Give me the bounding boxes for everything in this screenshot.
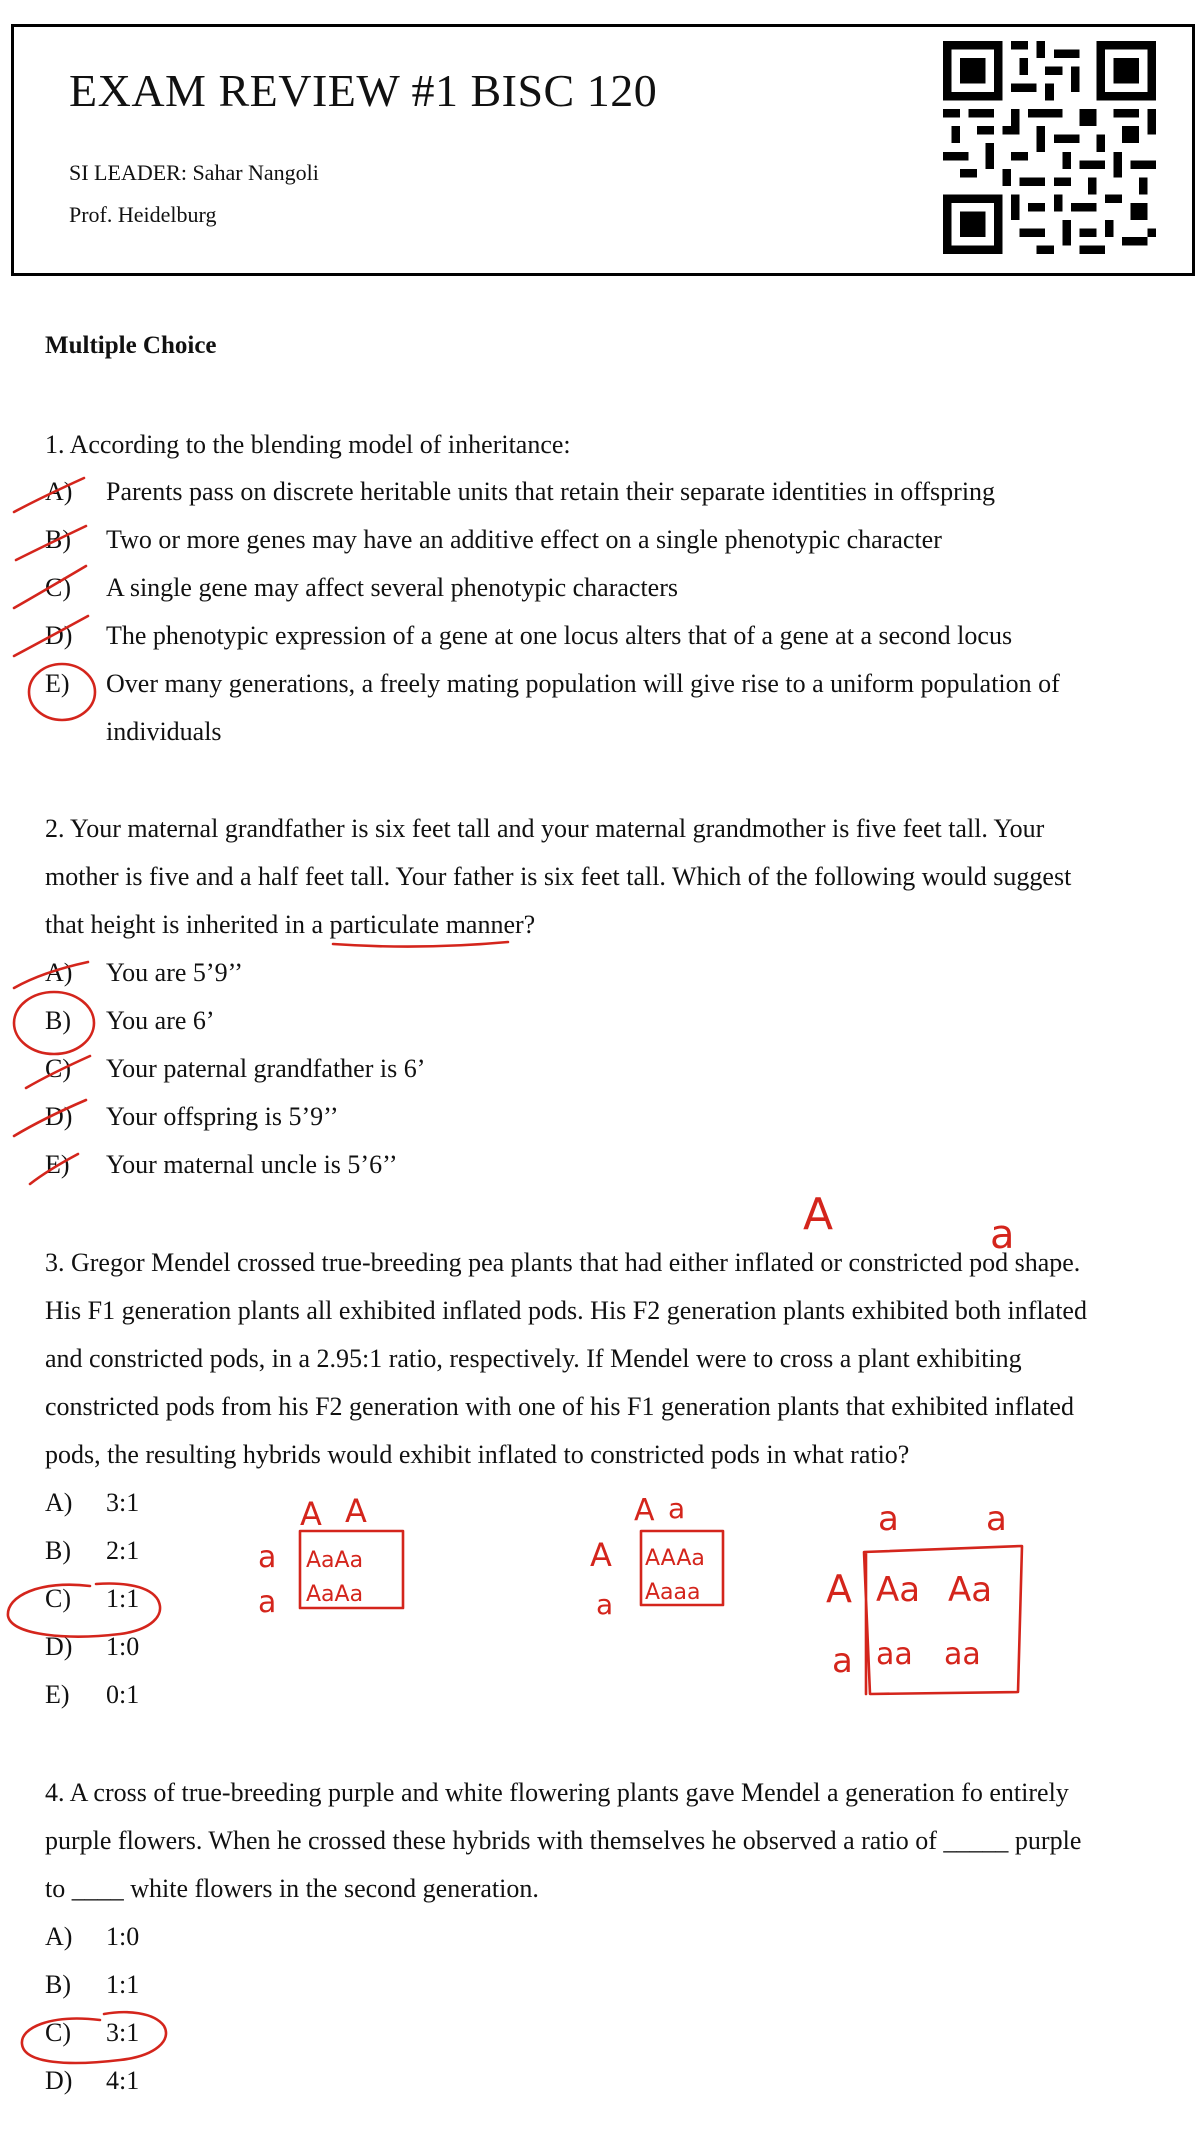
q2-option-b-letter[interactable]: B) — [45, 1006, 71, 1035]
q1-option-a-text[interactable]: Parents pass on discrete heritable units that retain their separate identities in offspring — [106, 477, 996, 506]
q4-option-d-letter[interactable]: D) — [45, 2066, 73, 2095]
q2-option-d-letter[interactable]: D) — [45, 1102, 73, 1131]
question-3-stem-line-5: pods, the resulting hybrids would exhibit inflated to constricted pods in what ratio? — [45, 1440, 910, 1469]
question-1-stem: 1. According to the blending model of inheritance: — [45, 430, 571, 459]
question-4-stem-line-3: to ____ white flowers in the second generation. — [45, 1874, 539, 1903]
question-3-stem-line-2: His F1 generation plants all exhibited inflated pods. His F2 generation plants exhibited both inflated — [45, 1296, 1087, 1325]
q4-option-b-text[interactable]: 1:1 — [106, 1970, 140, 1999]
q2-option-e-text[interactable]: Your maternal uncle is 5’6’’ — [106, 1150, 398, 1179]
q1-option-e-letter[interactable]: E) — [45, 669, 70, 698]
q3-option-b-text[interactable]: 2:1 — [106, 1536, 140, 1565]
q3-option-d-letter[interactable]: D) — [45, 1632, 73, 1661]
q3-option-a-letter[interactable]: A) — [45, 1488, 73, 1517]
question-3-stem-line-3: and constricted pods, in a 2.95:1 ratio, respectively. If Mendel were to cross a plant exhibiting — [45, 1344, 1022, 1373]
q3-option-c-text[interactable]: 1:1 — [106, 1584, 140, 1613]
professor-name: Prof. Heidelburg — [69, 202, 217, 227]
square-3-cell-2: Aa — [948, 1570, 993, 1610]
q3-option-e-text[interactable]: 0:1 — [106, 1680, 140, 1709]
inflated-allele-label: A — [803, 1189, 834, 1240]
q2-option-d-text[interactable]: Your offspring is 5’9’’ — [106, 1102, 339, 1131]
square-1-side-allele-1: a — [258, 1540, 277, 1575]
q3-option-d-text[interactable]: 1:0 — [106, 1632, 140, 1661]
q1-option-d-letter[interactable]: D) — [45, 621, 73, 650]
q2-option-c-text[interactable]: Your paternal grandfather is 6’ — [106, 1054, 426, 1083]
square-2-row-2: Aaaa — [645, 1580, 701, 1605]
q2-option-a-letter[interactable]: A) — [45, 958, 73, 987]
square-2-top-allele-2: a — [668, 1492, 686, 1525]
q4-option-c-text[interactable]: 3:1 — [106, 2018, 140, 2047]
q2-option-a-text[interactable]: You are 5’9’’ — [106, 958, 243, 987]
question-2-stem-line-3: that height is inherited in a particulate manner? — [45, 910, 536, 939]
q1-option-e-continuation[interactable]: individuals — [106, 717, 222, 746]
q1-option-c-text[interactable]: A single gene may affect several phenotypic characters — [106, 573, 678, 602]
question-4-stem-line-1: 4. A cross of true-breeding purple and white flowering plants gave Mendel a generation fo entirely — [45, 1778, 1069, 1807]
square-3-cell-1: Aa — [876, 1570, 921, 1610]
q1-option-e-text[interactable]: Over many generations, a freely mating population will give rise to a uniform population of — [106, 669, 1060, 698]
q3-option-c-letter[interactable]: C) — [45, 1584, 71, 1613]
q1-option-d-text[interactable]: The phenotypic expression of a gene at one locus alters that of a gene at a second locus — [106, 621, 1013, 650]
square-1-side-allele-2: a — [258, 1585, 277, 1620]
q1-option-b-letter[interactable]: B) — [45, 525, 71, 554]
q2-option-c-letter[interactable]: C) — [45, 1054, 71, 1083]
q3-option-a-text[interactable]: 3:1 — [106, 1488, 140, 1517]
exam-title: EXAM REVIEW #1 BISC 120 — [69, 65, 658, 116]
q3-option-b-letter[interactable]: B) — [45, 1536, 71, 1565]
square-2-row-1: AAAa — [645, 1546, 705, 1571]
square-3-side-allele-1: A — [826, 1567, 852, 1611]
si-leader: SI LEADER: Sahar Nangoli — [69, 160, 319, 185]
square-1-top-allele-2: A — [345, 1492, 367, 1530]
q4-option-a-text[interactable]: 1:0 — [106, 1922, 140, 1951]
square-3-top-allele-1: a — [878, 1499, 899, 1539]
square-1-row-2: AaAa — [306, 1582, 364, 1607]
square-1-row-1: AaAa — [306, 1548, 364, 1573]
question-4-stem-line-2: purple flowers. When he crossed these hybrids with themselves he observed a ratio of _____ purple — [45, 1826, 1082, 1855]
q4-answer-circle — [22, 2012, 166, 2063]
q4-option-a-letter[interactable]: A) — [45, 1922, 73, 1951]
q1-option-b-text[interactable]: Two or more genes may have an additive effect on a single phenotypic character — [106, 525, 942, 554]
square-3-cell-4: aa — [944, 1637, 981, 1672]
particulate-underline — [333, 942, 508, 947]
q2-option-b-text[interactable]: You are 6’ — [106, 1006, 215, 1035]
square-3-side-allele-2: a — [832, 1641, 853, 1681]
question-2-stem-line-1: 2. Your maternal grandfather is six feet tall and your maternal grandmother is five feet tall. Your — [45, 814, 1045, 843]
q2-option-e-letter[interactable]: E) — [45, 1150, 70, 1179]
question-3-stem-line-4: constricted pods from his F2 generation with one of his F1 generation plants that exhibited inflated — [45, 1392, 1074, 1421]
square-2-side-allele-2: a — [596, 1588, 614, 1621]
q1-option-a-letter[interactable]: A) — [45, 477, 73, 506]
punnett-square-3 — [864, 1546, 1022, 1694]
punnett-square-1 — [300, 1531, 403, 1608]
question-2-stem-line-2: mother is five and a half feet tall. Your father is six feet tall. Which of the following would suggest — [45, 862, 1072, 891]
section-heading: Multiple Choice — [45, 332, 217, 359]
punnett-square-2 — [641, 1531, 723, 1605]
qr-code-icon — [943, 41, 1156, 254]
q4-option-d-text[interactable]: 4:1 — [106, 2066, 140, 2095]
question-3-stem-line-1: 3. Gregor Mendel crossed true-breeding pea plants that had either inflated or constricted pod shape. — [45, 1248, 1081, 1277]
square-3-cell-3: aa — [876, 1637, 913, 1672]
square-1-top-allele-1: A — [300, 1495, 322, 1533]
q1-option-c-letter[interactable]: C) — [45, 573, 71, 602]
q4-option-c-letter[interactable]: C) — [45, 2018, 71, 2047]
square-2-top-allele-1: A — [634, 1493, 655, 1528]
q3-option-e-letter[interactable]: E) — [45, 1680, 70, 1709]
q4-option-b-letter[interactable]: B) — [45, 1970, 71, 1999]
square-2-side-allele-1: A — [590, 1536, 612, 1574]
square-3-top-allele-2: a — [986, 1499, 1007, 1539]
constricted-allele-label: a — [990, 1212, 1015, 1258]
